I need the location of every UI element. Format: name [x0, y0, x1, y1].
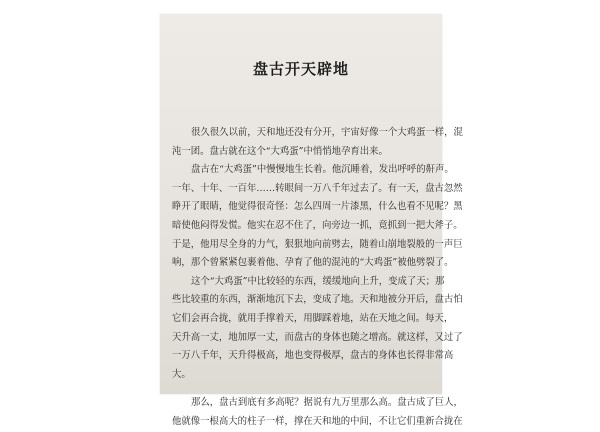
text-line: 一年、十年、一百年……转眼间一万八千年过去了。有一天，盘古忽然 [172, 182, 463, 194]
text-line: 它们会再合拢，就用手撑着天，用脚踩着地，站在天地之间。每天， [172, 312, 454, 324]
text-line: 响，那个曾紧紧包裹着他、孕育了他的混沌的“大鸡蛋”被他劈裂了。 [172, 257, 454, 269]
page-title: 盘古开天辟地 [252, 60, 349, 78]
page-body [172, 124, 463, 432]
text-line: 沌一团。盘古就在这个“大鸡蛋”中悄悄地孕育出来。 [172, 145, 388, 157]
text-line: 天升高一丈，地加厚一丈，而盘古的身体也随之增高。就这样，又过了 [172, 331, 463, 343]
text-line: 些比较重的东西，渐渐地沉下去，变成了地。天和地被分开后，盘古怕 [172, 294, 463, 306]
text-line: 这个“大鸡蛋”中比较轻的东西，缓缓地向上升，变成了天；那 [191, 275, 445, 287]
book-page [160, 14, 463, 427]
text-line: 很久很久以前，天和地还没有分开，宇宙好像一个大鸡蛋一样，混 [191, 127, 463, 138]
text-line: 盘古在“大鸡蛋”中慢慢地生长着。他沉睡着，发出呼呼的鼾声。 [191, 164, 454, 176]
text-line: 他就像一根高大的柱子一样，撑在天和地的中间，不让它们重新合拢在 [172, 415, 463, 427]
text-line: 于是，他用尽全身的力气，狠狠地向前劈去，随着山崩地裂般的一声巨 [172, 238, 463, 250]
text-line: 一万八千年，天升得极高，地也变得极厚，盘古的身体也长得非常高 [172, 350, 454, 362]
text-line: 那么，盘古到底有多高呢？据说有九万里那么高。盘古成了巨人， [191, 397, 463, 409]
text-line: 大。 [172, 368, 191, 380]
text-line: 暗使他闷得发慌。他实在忍不住了，向旁边一抓，竟抓到一把大斧子。 [172, 219, 463, 231]
text-line: 睁开了眼睛，他觉得很奇怪：怎么四周一片漆黑，什么也看不见呢？黑 [172, 201, 463, 213]
